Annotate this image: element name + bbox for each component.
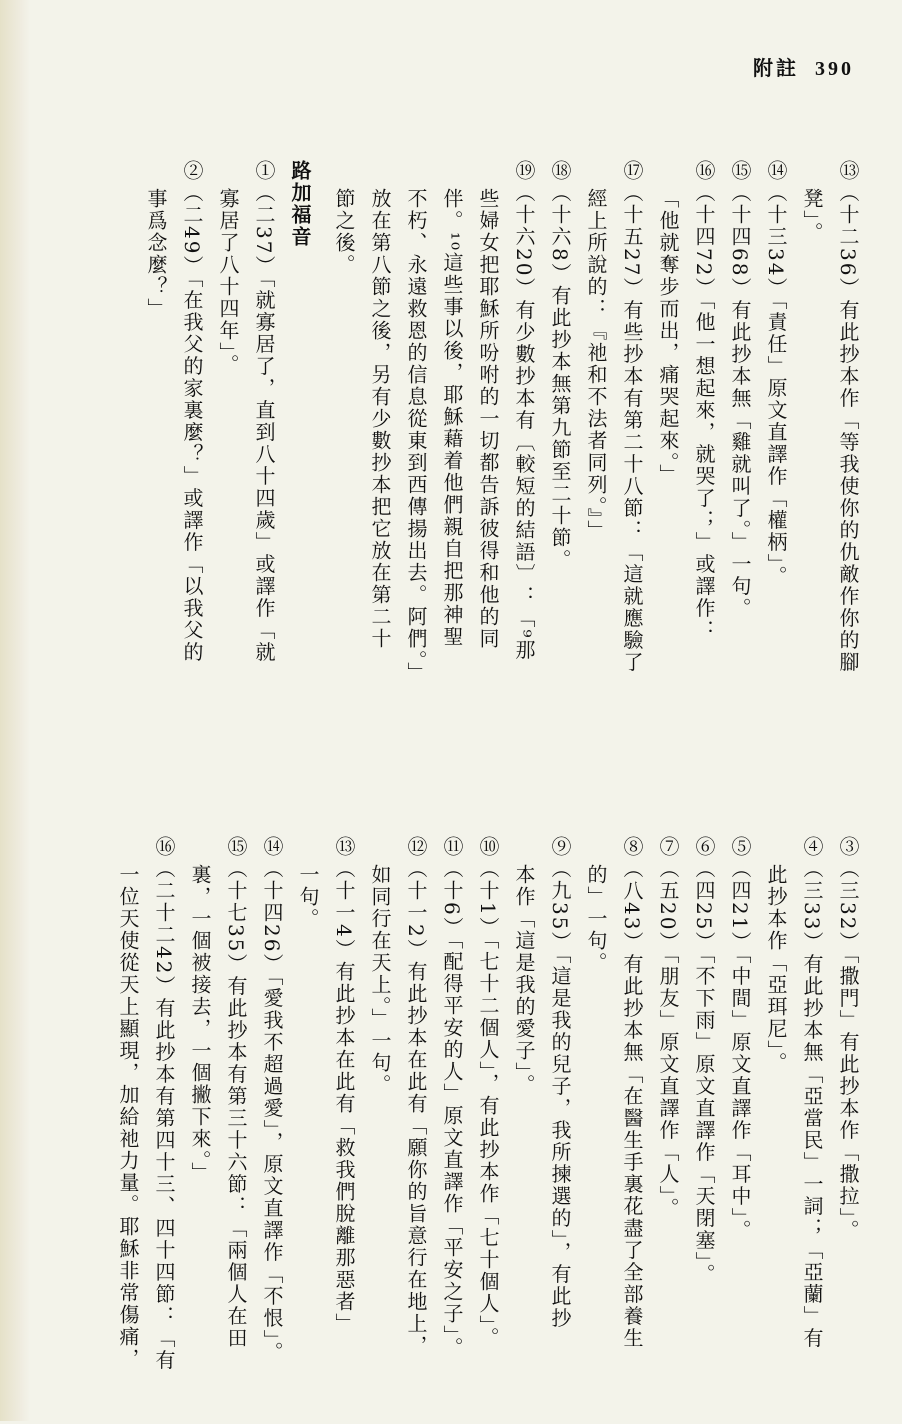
- note-column: 的」一句。: [584, 864, 608, 974]
- note-column: ⑮（十七35）有此抄本有第三十六節：「兩個人在田: [224, 836, 248, 1350]
- note-column: 事爲念麼？」: [144, 188, 168, 320]
- note-column: ⑯（二十二42）有此抄本有第四十三、四十四節：「有: [152, 836, 176, 1372]
- notes-block-top: [144, 160, 862, 790]
- note-column: ⑤（四21）「中間」原文直譯作「耳中」。: [728, 836, 752, 1242]
- note-column: ⑧（八43）有此抄本無「在醫生手裏花盡了全部養生: [620, 836, 644, 1350]
- note-column: ⑱（十六8）有此抄本無第九節至二十節。: [548, 160, 572, 571]
- note-column: 伴。¹⁰這些事以後，耶穌藉着他們親自把那神聖: [440, 188, 464, 649]
- note-column: ⑮（十四68）有此抄本無「雞就叫了。」一句。: [728, 160, 752, 620]
- page-number: 390: [815, 58, 854, 80]
- notes-block-bottom: [62, 836, 862, 1396]
- note-column: ⑦（五20）「朋友」原文直譯作「人」。: [656, 836, 680, 1220]
- note-column: 裏，一個被接去，一個撇下來。」: [188, 864, 212, 1184]
- note-column: 如同行在天上。」一句。: [368, 864, 392, 1096]
- note-column: 寡居了八十四年」。: [216, 188, 240, 376]
- note-column: ④（三33）有此抄本無「亞當民」一詞；「亞蘭」有: [800, 836, 824, 1350]
- note-column: ③（三32）「撒門」有此抄本作「撒拉」。: [836, 836, 860, 1242]
- note-column: 放在第八節之後，另有少數抄本把它放在第二十: [368, 188, 392, 650]
- note-column: ⑬（十一4）有此抄本在此有「救我們脫離那惡者」: [332, 836, 356, 1335]
- note-column: ⑨（九35）「這是我的兒子，我所揀選的」，有此抄: [548, 836, 572, 1330]
- note-column: ①（二37）「就寡居了，直到八十四歲」或譯作「就: [252, 160, 276, 664]
- note-column: ⑭（十四26）「愛我不超過愛」，原文直譯作「不恨」。: [260, 836, 284, 1364]
- note-column: ⑲（十六20）有少數抄本有〔較短的結語〕：「⁹那: [512, 160, 536, 662]
- note-column: ⑪（十6）「配得平安的人」原文直譯作「平安之子」。: [440, 836, 464, 1359]
- note-column: ②（二49）「在我父的家裏麼？」或譯作「以我父的: [180, 160, 204, 664]
- note-column: ⑯（十四72）「他一想起來，就哭了；」或譯作：: [692, 160, 716, 642]
- header-title: 附註: [753, 56, 799, 80]
- note-column: 一位天使從天上顯現，加給祂力量。耶穌非常傷痛，: [116, 864, 140, 1370]
- note-column: 一句。: [296, 864, 320, 930]
- note-column: ⑭（十三34）「責任」原文直譯作「權柄」。: [764, 160, 788, 588]
- note-column: 「他就奪步而出，痛哭起來。」: [656, 188, 680, 486]
- section-heading: 路加福音: [288, 160, 312, 248]
- note-column: ⑰（十五27）有些抄本有第二十八節：「這就應驗了: [620, 160, 644, 674]
- note-column: ⑩（十1）「七十二個人」，有此抄本作「七十個人」。: [476, 836, 500, 1349]
- note-column: 些婦女把耶穌所吩咐的一切都告訴彼得和他的同: [476, 188, 500, 650]
- note-column: ⑫（十一2）有此抄本在此有「願你的旨意行在地上，: [404, 836, 428, 1357]
- note-column: 不朽、永遠救恩的信息從東到西傳揚出去。阿們。」: [404, 188, 428, 684]
- note-column: 經上所說的：『祂和不法者同列。』」: [584, 188, 608, 542]
- note-column: 節之後。: [332, 188, 356, 276]
- page-edge: [0, 0, 30, 1421]
- note-column: ⑬（十二36）有此抄本作「等我使你的仇敵作你的腳: [836, 160, 860, 674]
- note-column: 凳」。: [800, 188, 824, 244]
- note-column: ⑥（四25）「不下雨」原文直譯作「天閉塞」。: [692, 836, 716, 1286]
- note-column: 此抄本作「亞珥尼」。: [764, 864, 788, 1074]
- running-header: [753, 52, 854, 81]
- note-column: 本作「這是我的愛子」。: [512, 864, 536, 1096]
